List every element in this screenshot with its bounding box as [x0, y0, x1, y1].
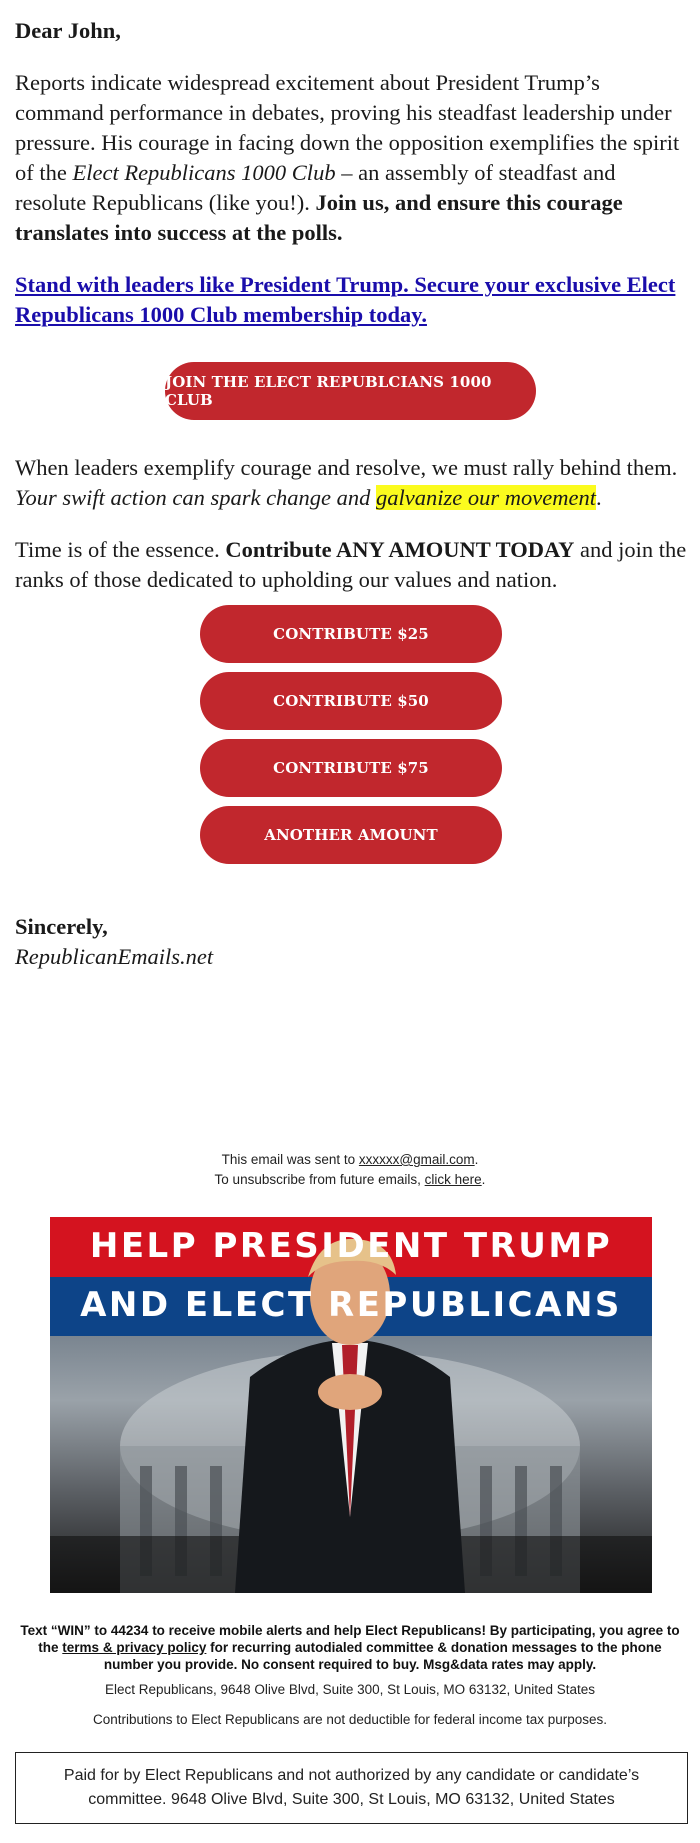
mailing-address: Elect Republicans, 9648 Olive Blvd, Suite 300, St Louis, MO 63132, United States	[104, 1682, 596, 1697]
paid-for-text: Paid for by Elect Republicans and not authorized by any candidate or candidate’s committee. 9648 Olive Blvd, Suite 300, St Louis, MO 63132, United States	[63, 1767, 640, 1808]
contribute-75-button[interactable]: CONTRIBUTE $75	[200, 739, 502, 797]
intro-bold: Join us, and ensure this courage translates into success at the polls.	[15, 190, 623, 245]
urgency-paragraph: Time is of the essence. Contribute ANY AMOUNT TODAY and join the ranks of those dedicated to upholding our values and nation.	[15, 537, 687, 592]
email-notice: This email was sent to xxxxxx@gmail.com. To unsubscribe from future emails, click here.	[214, 1152, 486, 1187]
terms-privacy-link[interactable]: terms & privacy policy	[62, 1640, 207, 1655]
club-name: Elect Republicans 1000 Club	[72, 160, 336, 185]
greeting: Dear John,	[15, 18, 121, 43]
cta-paragraph	[15, 270, 685, 330]
rally-paragraph: When leaders exemplify courage and resolve, we must rally behind them. Your swift action can spark change and galvanize our movement.	[15, 455, 678, 510]
rally-text: When leaders exemplify courage and resolve, we must rally behind them.	[15, 455, 678, 480]
sms-disclaimer: Text “WIN” to 44234 to receive mobile alerts and help Elect Republicans! By participating, you agree to the terms & privacy policy for recurring autodialed committee & donation messages to the phone number you provide. No consent required to buy. Msg&data rates may apply.	[20, 1623, 680, 1672]
banner-headline-1: HELP PRESIDENT TRUMP	[89, 1226, 613, 1266]
unsubscribe-link[interactable]: click here	[424, 1172, 482, 1187]
campaign-banner-image[interactable]	[50, 1217, 652, 1593]
contribute-25-button[interactable]: CONTRIBUTE $25	[200, 605, 502, 663]
highlighted-text: galvanize our movement	[376, 485, 596, 510]
speaker-figure-icon	[50, 1217, 652, 1593]
rally-italic: Your swift action can spark change and galvanize our movement	[15, 485, 596, 510]
contribute-50-button[interactable]: CONTRIBUTE $50	[200, 672, 502, 730]
intro-paragraph	[15, 68, 690, 248]
intro-text-2: – an assembly of steadfast and resolute Republicans (like you!).	[15, 160, 616, 215]
banner-headline-2: AND ELECT REPUBLICANS	[80, 1285, 622, 1325]
membership-link[interactable]: Stand with leaders like President Trump. Secure your exclusive Elect Republicans 1000 Club membership today.	[15, 272, 676, 327]
another-amount-button[interactable]: ANOTHER AMOUNT	[200, 806, 502, 864]
join-club-button[interactable]: JOIN THE ELECT REPUBLCIANS 1000 CLUB	[165, 362, 536, 420]
signoff: Sincerely,	[15, 914, 108, 939]
recipient-email-link[interactable]: xxxxxx@gmail.com	[358, 1152, 475, 1167]
signature: RepublicanEmails.net	[15, 944, 214, 969]
urgency-bold: Contribute ANY AMOUNT TODAY	[225, 537, 575, 562]
intro-text-1: Reports indicate widespread excitement about President Trump’s command performance in debates, proving his steadfast leadership under pressure. His courage in facing down the opposition exemplifies the spirit of the	[15, 70, 680, 185]
paid-for-disclaimer	[15, 1752, 688, 1824]
tax-notice: Contributions to Elect Republicans are not deductible for federal income tax purposes.	[92, 1712, 608, 1727]
